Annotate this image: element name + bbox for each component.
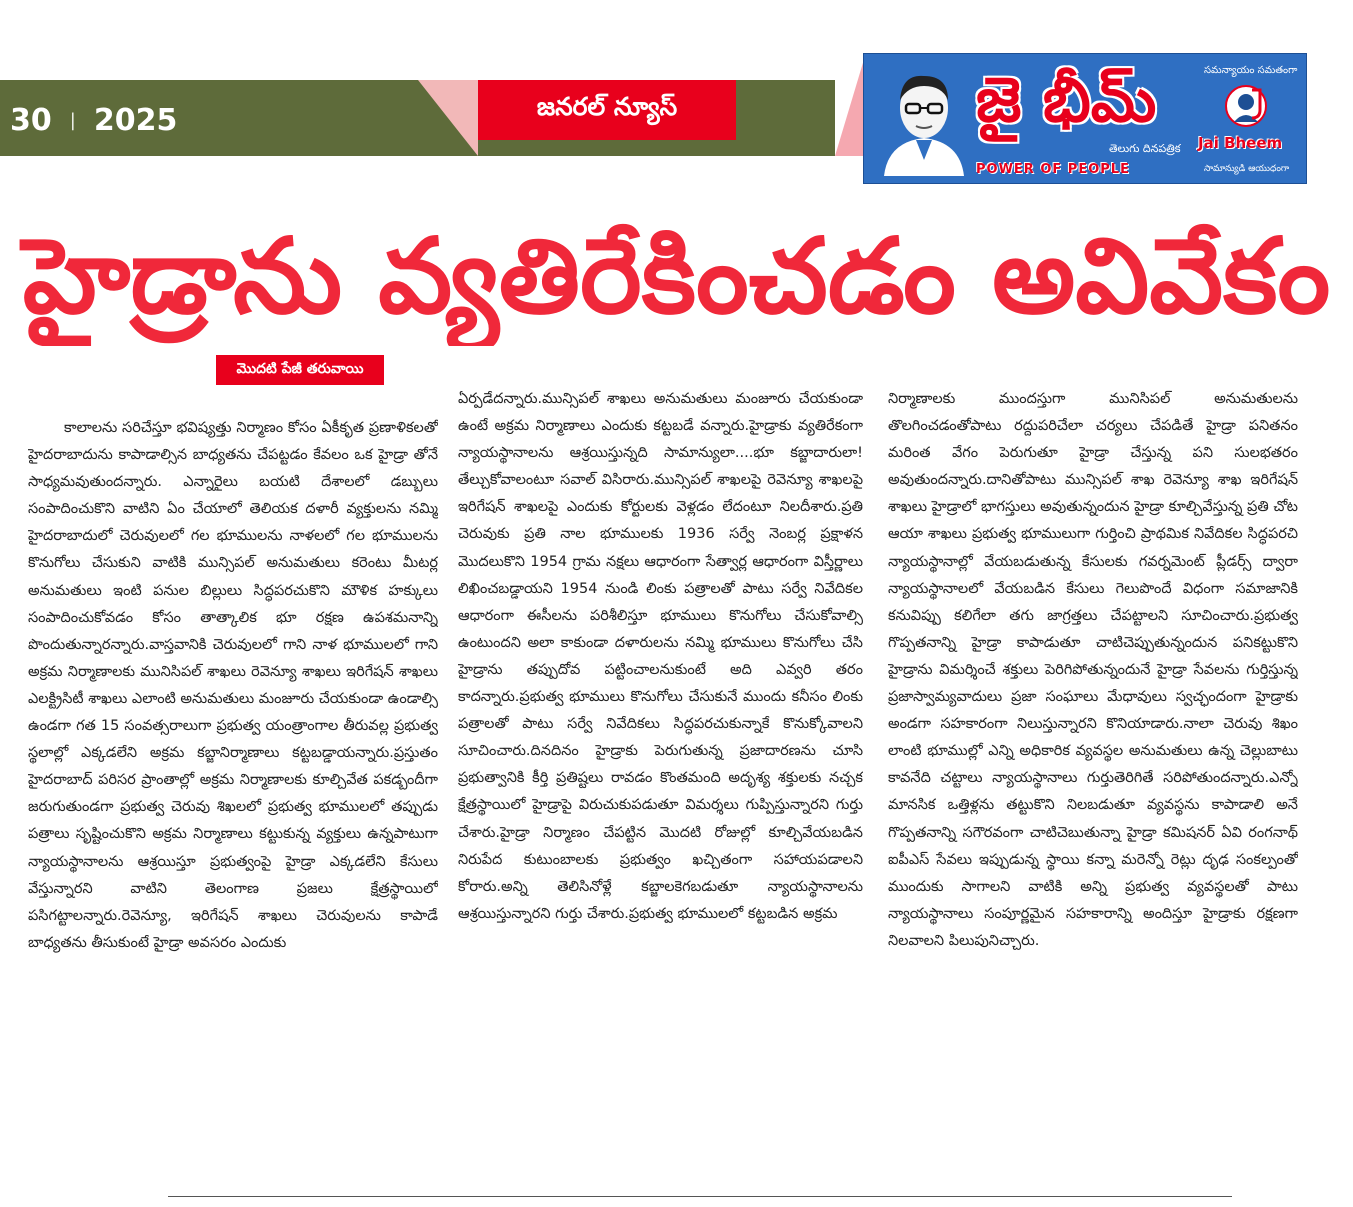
continued-label: మొదటి పేజీ తరువాయి [216, 355, 384, 385]
jai-bheem-logo-icon [1224, 84, 1268, 132]
date-separator: | [69, 109, 76, 131]
issue-day: 30 [10, 102, 52, 138]
article-column-3: నిర్మాణాలకు ముందస్తుగా మునిసిపల్ అనుమతులను తొలగించడంతోపాటు రద్దుపరిచేలా చర్యలు చేపడితే హైడ్రా పనితనం మరింత వేగం పెరుగుతూ హైడ్రా చేస్తున్న పని సులభతరం అవుతుందన్నారు.దానితోపాటు మున్సిపల్ శాఖ రెవెన్యూ శాఖ ఇరిగేషన్ శాఖలు హైడ్రాలో భాగస్తులు అవుతున్నందున హైడ్రా కూల్చివేస్తున్న ప్రతి చోట ఆయా శాఖలు ప్రభుత్వ భూములుగా గుర్తించి ప్రాథమిక నివేదికల సిద్ధపరచి న్యాయస్థానాల్లో వేయబడుతున్న కేసులకు గవర్నమెంట్ ప్లీడర్స్ ద్వారా న్యాయస్థానాలలో వేయబడిన కేసులు గెలుపొందే విధంగా సమాజానికి కనువిప్పు కలిగేలా తగు జాగ్రత్తలు చేపట్టాలని సూచించారు.ప్రభుత్వ గొప్పతనాన్ని హైడ్రా కాపాడుతూ చాటిచెప్పుతున్నందున పనికట్టుకొని హైడ్రాను విమర్శించే శక్తులు పెరిగిపోతున్నందునే హైడ్రా సేవలను గుర్తిస్తున్న ప్రజాస్వామ్యవాదులు ప్రజా సంఘాలు మేధావులు స్వచ్ఛందంగా హైడ్రాకు అండగా సహకారంగా నిలుస్తున్నారని కొనియాడారు.నాలా చెరువు శిఖం లాంటి భూముల్లో ఎన్ని అధికారిక వ్యవస్థల అనుమతులు ఉన్న చెల్లుబాటు కావనేది చట్టాలు న్యాయస్థానాలు గుర్తుతెరిగితే సరిపోతుందన్నారు.ఎన్నో మానసిక ఒత్తిళ్లను తట్టుకొని నిలబడుతూ వ్యవస్థను కాపాడాలి అనే గొప్పతనాన్ని సగౌరవంగా చాటిచెబుతున్నా హైడ్రా కమిషనర్ ఏవి రంగనాథ్ ఐపీఎస్ సేవలు ఇప్పుడున్న స్థాయి కన్నా మరెన్నో రెట్లు దృఢ సంకల్పంతో ముందుకు సాగాలని వాటికి అన్ని ప్రభుత్వ వ్యవస్థలతో పాటు న్యాయస్థానాలు సంపూర్ణమైన సహకారాన్ని అందిస్తూ హైడ్రాకు రక్షణగా నిలవాలని పిలుపునిచ్చారు. [888, 391, 1298, 949]
article-column-2: ఏర్పడేదన్నారు.మున్సిపల్ శాఖలు అనుమతులు మంజూరు చేయకుండా ఉంటే అక్రమ నిర్మాణాలు ఎందుకు కట్టబడే వన్నారు.హైడ్రాకు వ్యతిరేకంగా న్యాయస్థానాలను ఆశ్రయిస్తున్నది సామాన్యులా....భూ కబ్జాదారులా! తేల్చుకోవాలంటూ సవాల్ విసిరారు.మున్సిపల్ శాఖలపై రెవెన్యూ శాఖలపై ఇరిగేషన్ శాఖలపై ఎందుకు కోర్టులకు వెళ్లడం లేదంటూ నిలదీశారు.ప్రతి చెరువుకు ప్రతి నాల భూములకు 1936 సర్వే నెంబర్ల ప్రక్షాళన మొదలుకొని 1954 గ్రామ నక్షలు ఆధారంగా సేత్వార్ల ఆధారంగా విస్తీర్ణాలు లిఖించబడ్డాయని 1954 నుండి లింకు పత్రాలతో పాటు సర్వే నివేదికల ఆధారంగా ఈసీలను పరిశీలిస్తూ భూములు కొనుగోలు చేసుకోవాల్సి ఉంటుందని అలా కాకుండా దళారులను నమ్మి భూములు కొనుగోలు చేసి హైడ్రాను తప్పుదోవ పట్టించాలనుకుంటే అది ఎవ్వరి తరం కాదన్నారు.ప్రభుత్వ భూములు కొనుగోలు చేసుకునే ముందు కనీసం లింకు పత్రాలతో పాటు సర్వే నివేదికలు సిద్ధపరచుకున్నాకే కొనుక్కోవాలని సూచించారు.దినదినం హైడ్రాకు పెరుగుతున్న ప్రజాదారణను చూసి ప్రభుత్వానికి కీర్తి ప్రతిష్టలు రావడం కొంతమంది అదృశ్య శక్తులకు నచ్చక క్షేత్రస్థాయిలో హైడ్రాపై విరుచుకుపడుతూ విమర్శలు గుప్పిస్తున్నారని గుర్తు చేశారు.హైడ్రా నిర్మాణం చేపట్టిన మొదటి రోజుల్లో కూల్చివేయబడిన నిరుపేద కుటుంబాలకు ప్రభుత్వం ఖచ్చితంగా సహాయపడాలని కోరారు.అన్ని తెలిసినోళ్లే కబ్జాలకెగబడుతూ న్యాయస్థానాలను ఆశ్రయిస్తున్నారని గుర్తు చేశారు.ప్రభుత్వ భూములలో కట్టబడిన అక్రమ [458, 391, 863, 922]
bottom-rule [168, 1196, 1232, 1197]
masthead-tag-bottom: సామాన్యుడి ఆయుధంగా [1204, 164, 1290, 174]
article-column-1: కాలాలను సరిచేస్తూ భవిష్యత్తు నిర్మాణం కోసం ఏకీకృత ప్రణాళికలతో హైదరాబాదును కాపాడాల్సిన బాధ్యతను చేపట్టడం కేవలం ఒక హైడ్రా తోనే సాధ్యమవుతుందన్నారు. ఎన్నారైలు బయటి దేశాలలో డబ్బులు సంపాదించుకొని వాటిని ఏం చేయాలో తెలియక దళారీ వ్యక్తులను నమ్మి హైదరాబాదులో చెరువులలో గల భూములను నాళలలో గల భూములను కొనుగోలు చేసుకుని వాటికి మున్సిపల్ అనుమతులు కరెంటు మీటర్ల అనుమతులు ఇంటి పనుల బిల్లులు సిద్ధపరచుకొని మౌళిక హక్కులు సంపాదించుకోవడం కోసం తాత్కాలిక భూ రక్షణ ఉపశమనాన్ని పొందుతున్నారన్నారు.వాస్తవానికి చెరువులలో గాని నాళ భూములలో గాని అక్రమ నిర్మాణాలకు మునిసిపల్ శాఖలు రెవెన్యూ శాఖలు ఇరిగేషన్ శాఖలు ఎలక్ట్రిసిటీ శాఖలు ఎలాంటి అనుమతులు మంజూరు చేయకుండా ఉండాల్సి ఉండగా గత 15 సంవత్సరాలుగా ప్రభుత్వ యంత్రాంగాల తీరువల్ల ప్రభుత్వ స్థలాల్లో ఎక్కడలేని అక్రమ కబ్జానిర్మాణాలు కట్టబడ్డాయన్నారు.ప్రస్తుతం హైదరాబాద్ పరిసర ప్రాంతాల్లో అక్రమ నిర్మాణాలకు కూల్చివేత పకడ్బందీగా జరుగుతుండగా ప్రభుత్వ చెరువు శిఖలలో ప్రభుత్వ భూములలో తప్పుడు పత్రాలు సృష్టించుకొని అక్రమ నిర్మాణాలు కట్టుకున్న వ్యక్తులు ఉన్నపాటుగా న్యాయస్థానాలను ఆశ్రయిస్తూ ప్రభుత్వంపై హైడ్రా ఎక్కడలేని కేసులు వేస్తున్నారని వాటిని తెలంగాణ ప్రజలు క్షేత్రస్థాయిలో పసిగట్టాలన్నారు.రెవెన్యూ, ఇరిగేషన్ శాఖలు చెరువులను కాపాడే బాధ్యతను తీసుకుంటే హైడ్రా అవసరం ఎందుకు [28, 420, 438, 951]
portrait-icon [878, 64, 970, 176]
issue-year: 2025 [93, 102, 178, 138]
masthead-subtitle: తెలుగు దినపత్రిక [1109, 142, 1181, 155]
section-label: జనరల్ న్యూస్ [478, 80, 736, 140]
article-headline: హైడ్రాను వ్యతిరేకించడం అవివేకం [22, 215, 1331, 337]
masthead-tag-top: సమన్యాయం సమతంగా [1204, 65, 1298, 76]
decorative-wedge-right [835, 56, 865, 156]
masthead-logo [863, 53, 1307, 184]
decorative-wedge [418, 80, 478, 156]
issue-date [10, 98, 177, 142]
masthead-title: జై భీమ్ [976, 63, 1157, 136]
masthead-tagline: POWER OF PEOPLE [976, 162, 1130, 177]
masthead-brand: Jai Bheem [1198, 134, 1283, 152]
